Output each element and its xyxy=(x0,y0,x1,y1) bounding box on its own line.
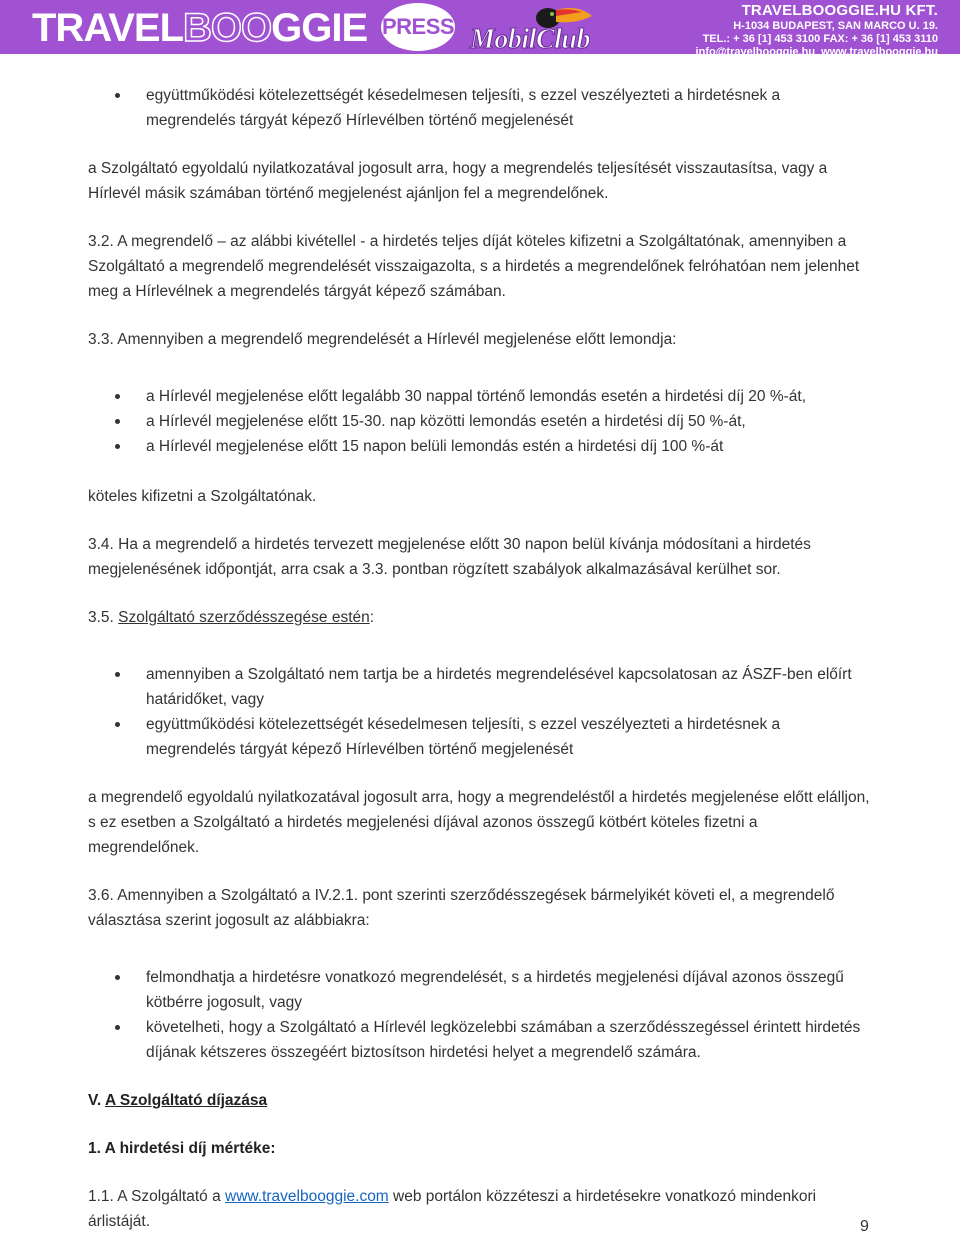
subsection-heading: 1. A hirdetési díj mértéke: xyxy=(88,1140,276,1157)
bullet-list-top xyxy=(88,83,872,133)
travelbooggie-link[interactable]: www.travelbooggie.com xyxy=(225,1188,389,1205)
company-email[interactable]: info@travelbooggie.hu xyxy=(695,46,816,58)
paragraph-3-3: 3.3. Amennyiben a megrendelő megrendelését a Hírlevél megjelenése előtt lemondja: xyxy=(88,331,677,348)
mobilclub-label: MobilClub xyxy=(470,24,590,55)
text-segment: web portálon közzéteszi a hirdetésekre vonatkozó mindenkori árlistáját. xyxy=(88,1188,817,1230)
rights-list xyxy=(88,965,872,1065)
logo-text-ggie: GGIE xyxy=(271,6,368,50)
paragraph: a Szolgáltató egyoldalú nyilatkozatával jogosult arra, hogy a megrendelés teljesítését visszautasítsa, vagy a Hírlevél másik számában történő megjelenést ajánljon fel a megrendelőnek. xyxy=(88,160,828,202)
company-phone-fax: TEL.: + 36 [1] 453 3100 FAX: + 36 [1] 453 3110 xyxy=(702,33,938,45)
list-item: a Hírlevél megjelenése előtt 15 napon belüli lemondás estén a hirdetési díj 100 %-át xyxy=(88,434,872,459)
logo-text-travel: TRAVEL xyxy=(32,6,184,50)
list-item: felmondhatja a hirdetésre vonatkozó megrendelését, s a hirdetés megjelenési díjával azonos összegű kötbérre jogosult, vagy xyxy=(88,965,872,1015)
paragraph-3-2: 3.2. A megrendelő – az alábbi kivétellel - a hirdetés teljes díját köteles kifizetni a Szolgáltatónak, amennyiben a Szolgáltató a megrendelő megrendelését visszaigazolta, s a hirdetés a megrendelőnek felróhatóan nem jelenhet meg a Hírlevélnek a megrendelés tárgyát képező számában. xyxy=(88,233,860,300)
paragraph-3-4: 3.4. Ha a megrendelő a hirdetés tervezett megjelenése előtt 30 napon belül kívánja módosítani a hirdetés megjelenésének időpontját, arra csak a 3.3. pontban rögzített szabályok alkalmazásával kerülhet sor. xyxy=(88,536,811,578)
company-contact xyxy=(696,46,938,59)
section-title: A Szolgáltató díjazása xyxy=(104,1092,268,1109)
header-banner xyxy=(0,0,960,58)
company-info xyxy=(696,2,938,59)
paragraph: a megrendelő egyoldalú nyilatkozatával jogosult arra, hogy a megrendeléstől a hirdetés megjelenése előtt elálljon, s ez esetben a Szolgáltató a hirdetés megjelenési díjával azonos összegű kötbért köteles fizetni a megrendelőnek. xyxy=(88,789,870,856)
press-label: PRESS xyxy=(381,14,455,39)
list-item: együttműködési kötelezettségét késedelmesen teljesíti, s ezzel veszélyezteti a hirdetésnek a megrendelés tárgyát képező Hírlevélben történő megjelenését xyxy=(88,712,872,762)
page-number: 9 xyxy=(860,1218,869,1235)
company-website[interactable]: www.travelbooggie.hu xyxy=(821,46,938,58)
breach-list xyxy=(88,662,872,762)
list-item: együttműködési kötelezettségét késedelmesen teljesíti, s ezzel veszélyezteti a hirdetésnek a megrendelés tárgyát képező Hírlevélben történő megjelenését xyxy=(88,83,872,133)
paragraph-3-6: 3.6. Amennyiben a Szolgáltató a IV.2.1. pont szerinti szerződésszegések bármelyikét követi el, a megrendelő választása szerint jogosult az alábbiakra: xyxy=(88,887,835,929)
mobilclub-logo[interactable] xyxy=(470,4,640,55)
list-item: a Hírlevél megjelenése előtt legalább 30 nappal történő lemondás esetén a hirdetési díj 20 %-át, xyxy=(88,384,872,409)
company-address: H-1034 BUDAPEST, SAN MARCO U. 19. xyxy=(733,20,938,32)
list-item: amennyiben a Szolgáltató nem tartja be a hirdetés megrendelésével kapcsolatosan az ÁSZF-ben előírt határidőket, vagy xyxy=(88,662,872,712)
paragraph-3-5 xyxy=(88,605,872,630)
colon: : xyxy=(369,609,375,626)
section-number: 3.5. xyxy=(88,609,119,626)
press-logo[interactable] xyxy=(381,3,455,51)
paragraph: köteles kifizetni a Szolgáltatónak. xyxy=(88,488,317,505)
list-item: követelheti, hogy a Szolgáltató a Hírlevél legközelebbi számában a szerződésszegéssel érintett hirdetés díjának kétszeres összegéért biztosítson hirdetési helyet a megrendelő számára. xyxy=(88,1015,872,1065)
section-number: V. xyxy=(88,1092,105,1109)
travelbooggie-logo[interactable] xyxy=(32,8,367,48)
text-segment: 1.1. A Szolgáltató a xyxy=(88,1188,226,1205)
company-name: TRAVELBOOGGIE.HU KFT. xyxy=(741,2,938,19)
section-title: Szolgáltató szerződésszegése estén xyxy=(118,609,370,626)
cancellation-list xyxy=(88,384,872,459)
logo-text-boo: BOO xyxy=(183,6,272,50)
list-item: a Hírlevél megjelenése előtt 15-30. nap közötti lemondás esetén a hirdetési díj 50 %-át, xyxy=(88,409,872,434)
document-body xyxy=(88,83,872,1234)
section-v-heading xyxy=(88,1088,872,1113)
paragraph-1-1 xyxy=(88,1184,872,1234)
